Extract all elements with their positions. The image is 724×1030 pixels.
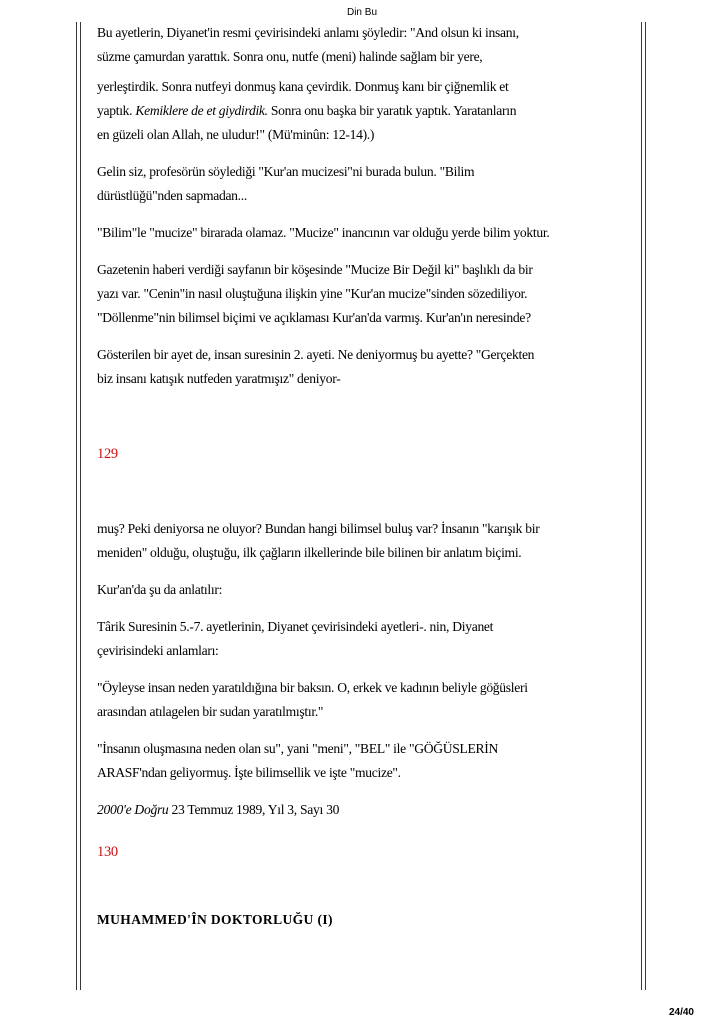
text-line: arasından atılagelen bir sudan yaratılmıştır." xyxy=(97,704,324,719)
text-line: dürüstlüğü"nden sapmadan... xyxy=(97,188,247,203)
text-line: Sonra onu başka bir yaratık yaptık. Yaratanların xyxy=(270,103,517,118)
paragraph-conclusion xyxy=(97,737,617,785)
right-border-inner xyxy=(641,22,642,990)
paragraph-newspaper xyxy=(97,258,617,330)
text-line: "Öyleyse insan neden yaratıldığına bir baksın. O, erkek ve kadının beliyle göğüsleri xyxy=(97,680,528,695)
page-content xyxy=(97,21,617,932)
italic-quote: Kemiklere de et giydirdik. xyxy=(135,103,268,118)
text-line: süzme çamurdan yarattık. Sonra onu, nutfe (meni) halinde sağlam bir yere, xyxy=(97,49,483,64)
text-line: Bu ayetlerin, Diyanet'in resmi çevirisindeki anlamı şöyledir: "And olsun ki insanı, xyxy=(97,25,519,40)
paragraph-verse-quote xyxy=(97,676,617,724)
paragraph-quran-translation xyxy=(97,21,617,147)
left-border-inner xyxy=(80,22,81,990)
text-line: ARASF'ndan geliyormuş. İşte bilimsellik ve işte "mucize". xyxy=(97,765,401,780)
text-line: yerleştirdik. Sonra nutfeyi donmuş kana çevirdik. Donmuş kanı bir çiğnemlik et xyxy=(97,79,509,94)
text-line: yazı var. "Cenin"in nasıl oluştuğuna ilişkin yine "Kur'an mucize"sinden sözediliyor. xyxy=(97,286,528,301)
page-counter: 24/40 xyxy=(668,1007,694,1018)
text-line: muş? Peki deniyorsa ne oluyor? Bundan hangi bilimsel buluş var? İnsanın "karışık bir xyxy=(97,521,540,536)
text-line: "Döllenme"nin bilimsel biçimi ve açıklaması Kur'an'da varmış. Kur'an'ın neresinde? xyxy=(97,310,531,325)
citation xyxy=(97,798,617,822)
paragraph-science: "Bilim"le "mucize" birarada olamaz. "Mucize" inancının var olduğu yerde bilim yoktur. xyxy=(97,225,550,240)
text-line: Gelin siz, profesörün söylediği "Kur'an mucizesi"ni burada bulun. "Bilim xyxy=(97,164,475,179)
text-line: Gazetenin haberi verdiği sayfanın bir köşesinde "Mucize Bir Değil ki" başlıklı da bir xyxy=(97,262,533,277)
text-line: "İnsanın oluşmasına neden olan su", yani "meni", "BEL" ile "GÖĞÜSLERİN xyxy=(97,741,499,756)
citation-source: 2000'e Doğru xyxy=(97,802,169,817)
text-line: meniden" olduğu, oluştuğu, ilk çağların ilkellerinde bile bilinen bir anlatım biçimi. xyxy=(97,545,522,560)
paragraph-miracle xyxy=(97,160,617,208)
page-number-129: 129 xyxy=(97,446,118,462)
left-border-outer xyxy=(76,22,77,990)
citation-date: 23 Temmuz 1989, Yıl 3, Sayı 30 xyxy=(171,802,340,817)
text-line: yaptık. xyxy=(97,103,133,118)
text-line: çevirisindeki anlamları: xyxy=(97,643,219,658)
text-line: biz insanı katışık nutfeden yaratmışız" deniyor- xyxy=(97,371,341,386)
text-line: en güzeli olan Allah, ne uludur!" (Mü'minûn: 12-14).) xyxy=(97,127,375,142)
document-title: Din Bu xyxy=(346,7,377,18)
page-number-130: 130 xyxy=(97,844,118,860)
paragraph-tarik xyxy=(97,615,617,663)
right-border-outer xyxy=(645,22,646,990)
paragraph-kuran-anlatir: Kur'an'da şu da anlatılır: xyxy=(97,582,223,597)
paragraph-insan-suresi xyxy=(97,343,617,391)
paragraph-continuation xyxy=(97,517,617,565)
text-line: Gösterilen bir ayet de, insan suresinin 2. ayeti. Ne deniyormuş bu ayette? "Gerçekten xyxy=(97,347,535,362)
section-heading: MUHAMMED'ÎN DOKTORLUĞU (I) xyxy=(97,912,333,927)
text-line: Târik Suresinin 5.-7. ayetlerinin, Diyanet çevirisindeki ayetleri-. nin, Diyanet xyxy=(97,619,494,634)
